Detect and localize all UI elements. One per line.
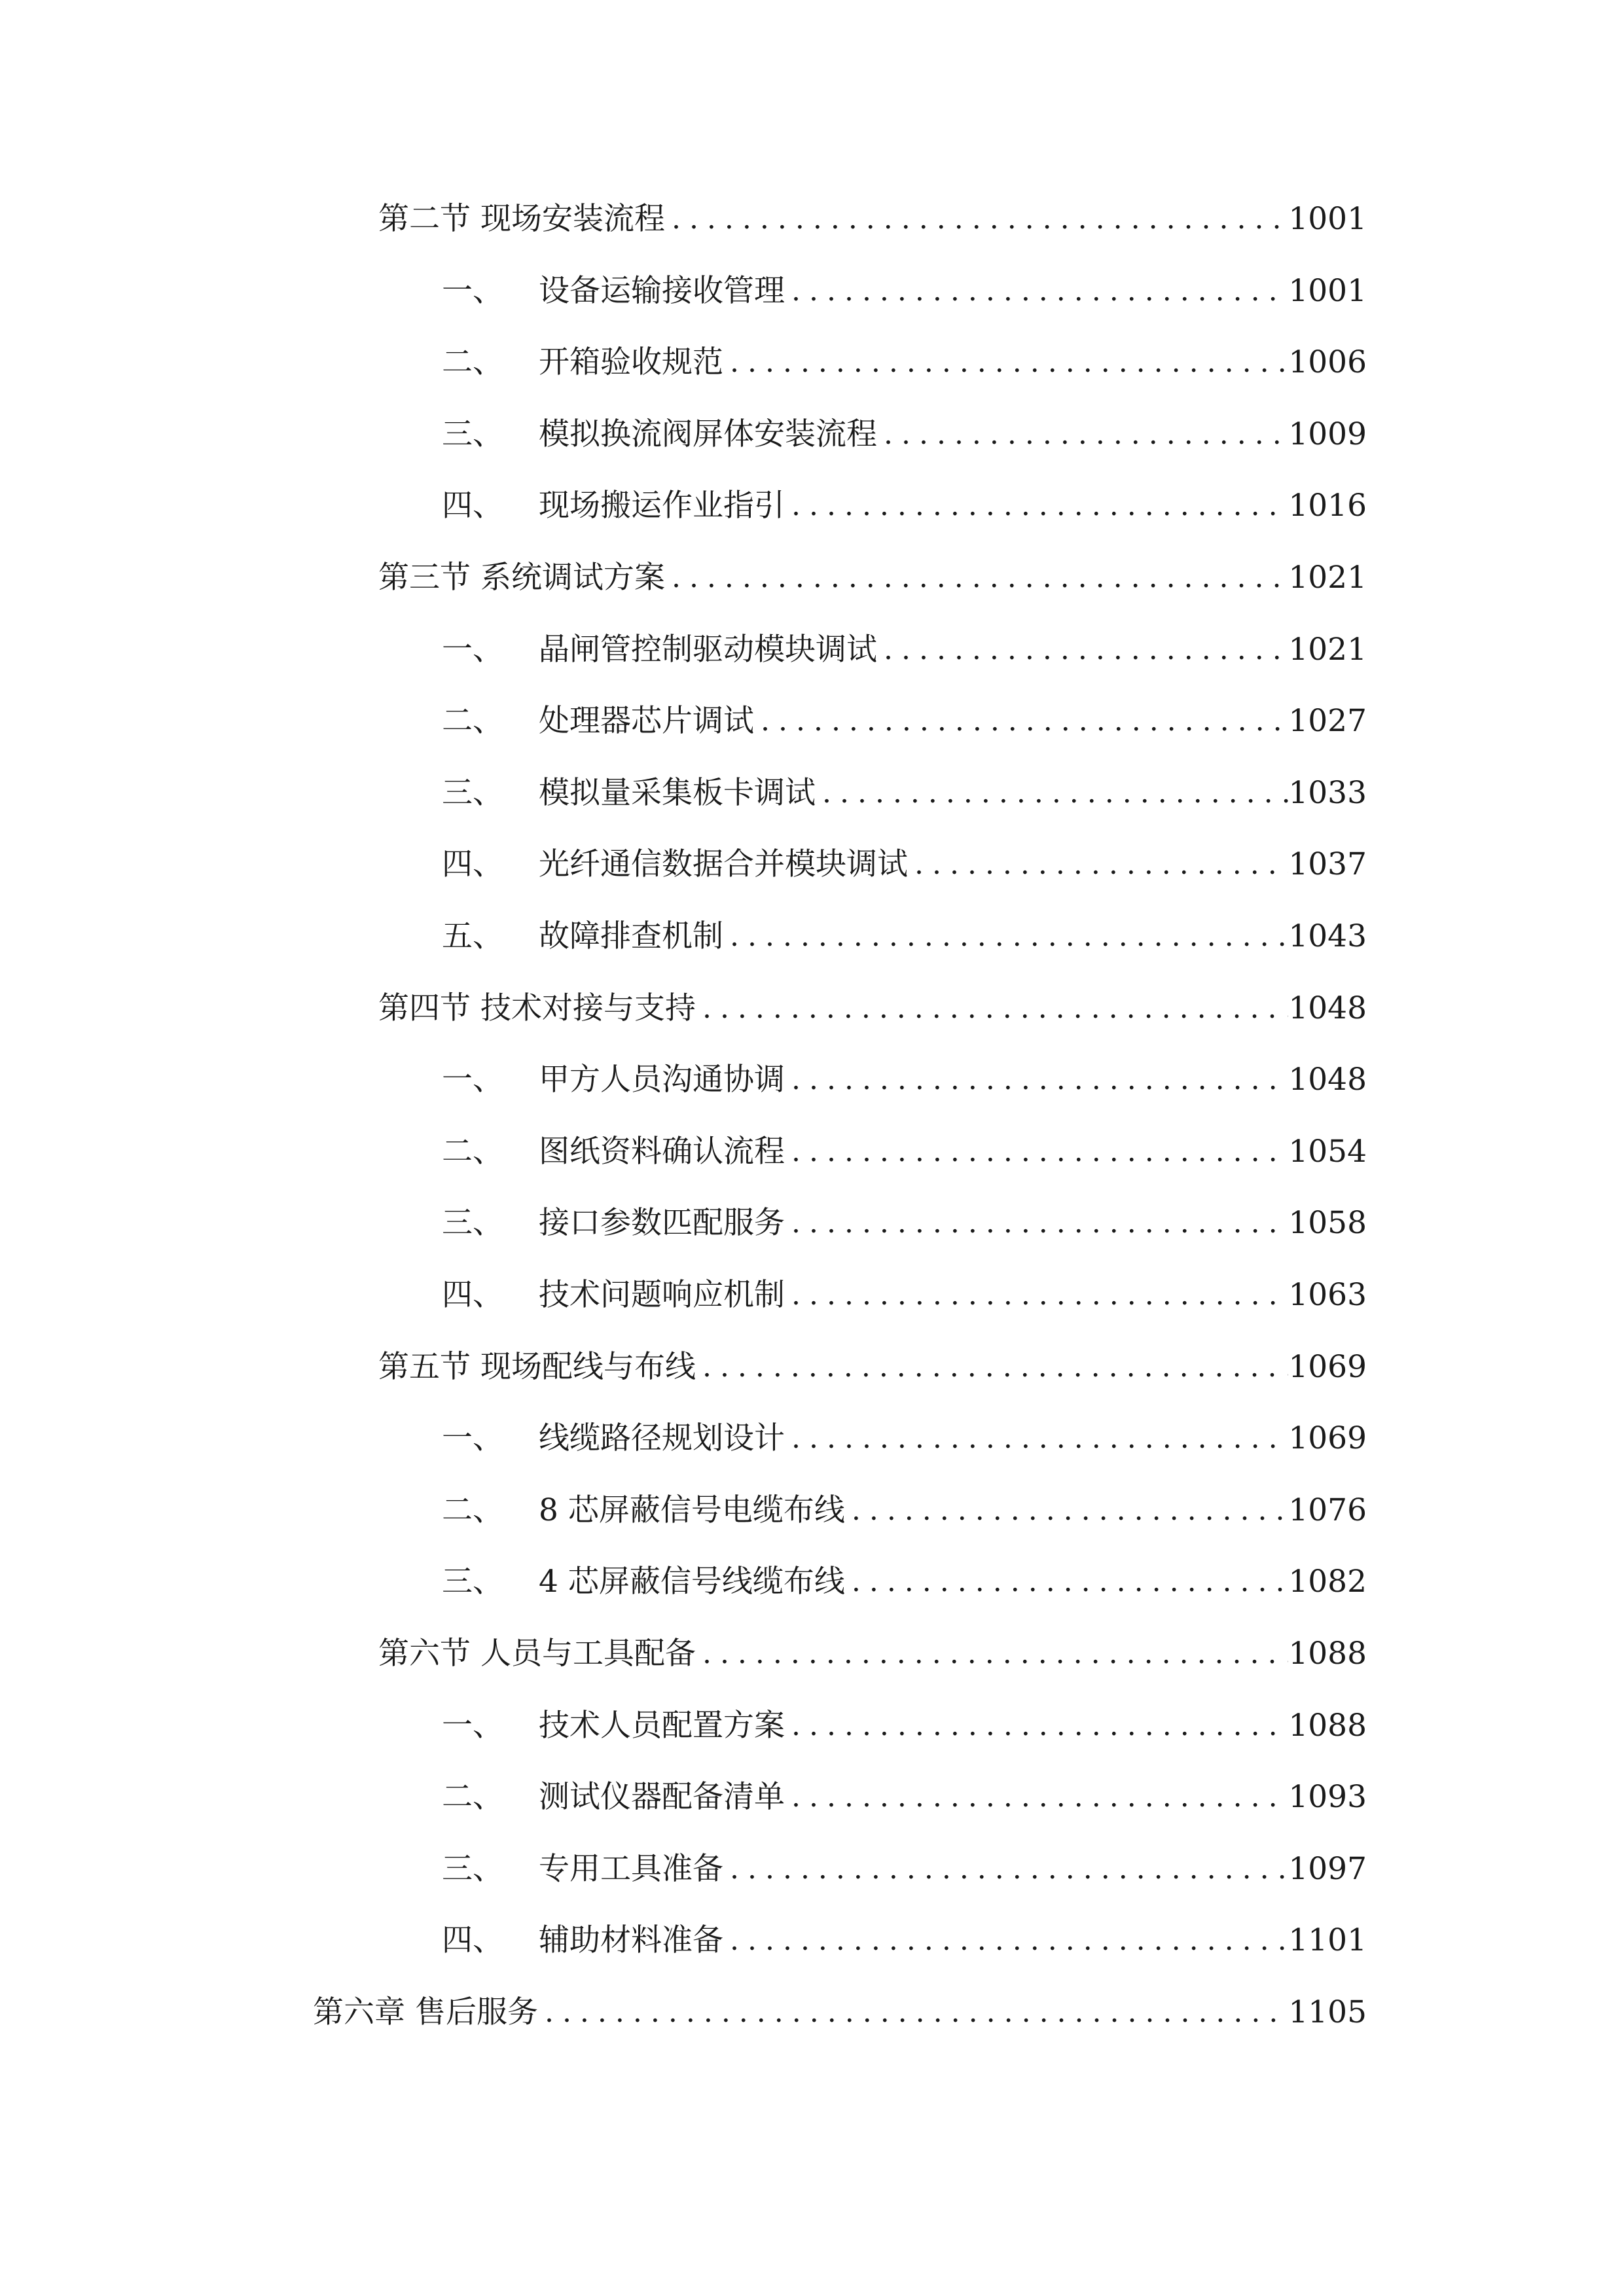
toc-entry-page-number: 1088 — [1288, 1636, 1367, 1672]
toc-entry-page-number: 1001 — [1288, 201, 1367, 237]
toc-entry-page-number: 1097 — [1288, 1850, 1367, 1887]
toc-entry-number: 一、 — [442, 1062, 503, 1098]
toc-dot-leader — [908, 842, 1288, 888]
toc-entry — [442, 412, 1367, 457]
toc-entry — [378, 555, 1367, 601]
toc-entry-page-number: 1058 — [1288, 1205, 1367, 1242]
toc-entry-number: 五、 — [442, 918, 503, 954]
toc-entry-page-number: 1101 — [1288, 1922, 1367, 1959]
toc-entry — [442, 914, 1367, 960]
toc-entry-number: 四、 — [442, 488, 503, 524]
toc-entry — [442, 1416, 1367, 1462]
toc-dot-leader — [538, 1990, 1288, 2036]
toc-entry-number: 一、 — [442, 1707, 503, 1744]
toc-entry-title: 测试仪器配备清单 — [539, 1779, 785, 1816]
toc-entry-title: 接口参数匹配服务 — [539, 1205, 785, 1242]
toc-entry-number: 二、 — [442, 1492, 503, 1528]
toc-dot-leader — [696, 986, 1288, 1031]
toc-entry-page-number: 1093 — [1288, 1779, 1367, 1816]
toc-entry-page-number: 1033 — [1288, 774, 1367, 811]
toc-dot-leader — [816, 770, 1288, 816]
toc-dot-leader — [723, 914, 1288, 960]
toc-entry-title: 模拟量采集板卡调试 — [539, 774, 816, 811]
toc-dot-leader — [665, 196, 1288, 242]
toc-entry-title: 4 芯屏蔽信号线缆布线 — [539, 1564, 845, 1600]
toc-entry-number: 三、 — [442, 416, 503, 452]
toc-dot-leader — [696, 1344, 1288, 1390]
toc-entry-page-number: 1082 — [1288, 1564, 1367, 1600]
toc-dot-leader — [785, 1057, 1288, 1103]
toc-entry — [313, 1990, 1367, 2036]
toc-entry-number: 二、 — [442, 703, 503, 740]
toc-entry-number: 二、 — [442, 344, 503, 381]
toc-entry — [442, 698, 1367, 744]
toc-entry-page-number: 1037 — [1288, 846, 1367, 883]
toc-entry-number: 四、 — [442, 1277, 503, 1313]
toc-entry — [442, 627, 1367, 673]
toc-entry-page-number: 1006 — [1288, 344, 1367, 381]
toc-entry-number: 三、 — [442, 1850, 503, 1887]
toc-dot-leader — [785, 268, 1288, 314]
toc-dot-leader — [785, 1129, 1288, 1175]
toc-entry-page-number: 1054 — [1288, 1133, 1367, 1170]
toc-entry — [442, 340, 1367, 386]
toc-entry — [442, 1200, 1367, 1246]
toc-entry-title: 图纸资料确认流程 — [539, 1133, 785, 1170]
toc-dot-leader — [785, 1272, 1288, 1318]
toc-entry-title: 故障排查机制 — [539, 918, 723, 954]
toc-entry-title: 处理器芯片调试 — [539, 703, 754, 740]
toc-dot-leader — [785, 483, 1288, 529]
toc-entry-number: 三、 — [442, 1205, 503, 1242]
toc-entry — [442, 770, 1367, 816]
toc-entry-page-number: 1027 — [1288, 703, 1367, 740]
toc-entry — [442, 1918, 1367, 1964]
toc-entry-title: 8 芯屏蔽信号电缆布线 — [539, 1492, 845, 1528]
toc-dot-leader — [723, 340, 1288, 386]
toc-entry — [442, 1129, 1367, 1175]
toc-entry-title: 甲方人员沟通协调 — [539, 1062, 785, 1098]
toc-entry-page-number: 1043 — [1288, 918, 1367, 954]
toc-entry — [442, 1774, 1367, 1820]
toc-entry-number: 三、 — [442, 1564, 503, 1600]
toc-entry-page-number: 1048 — [1288, 990, 1367, 1026]
toc-dot-leader — [723, 1846, 1288, 1892]
toc-entry-title: 现场搬运作业指引 — [539, 488, 785, 524]
toc-entry-title: 第三节 系统调试方案 — [378, 560, 665, 596]
toc-dot-leader — [785, 1416, 1288, 1462]
toc-entry — [442, 1846, 1367, 1892]
toc-entry-title: 设备运输接收管理 — [539, 272, 785, 309]
toc-entry-number: 三、 — [442, 774, 503, 811]
toc-entry-page-number: 1069 — [1288, 1348, 1367, 1385]
toc-entry-page-number: 1063 — [1288, 1277, 1367, 1313]
toc-dot-leader — [877, 412, 1288, 457]
toc-entry-title: 技术人员配置方案 — [539, 1707, 785, 1744]
toc-entry-page-number: 1088 — [1288, 1707, 1367, 1744]
toc-entry-number: 四、 — [442, 846, 503, 883]
toc-dot-leader — [845, 1559, 1289, 1605]
toc-entry — [442, 483, 1367, 529]
toc-entry — [442, 1559, 1367, 1605]
toc-entry-title: 线缆路径规划设计 — [539, 1420, 785, 1457]
toc-entry — [378, 1631, 1367, 1677]
toc-entry — [378, 196, 1367, 242]
toc-entry-number: 二、 — [442, 1779, 503, 1816]
toc-entry — [442, 1488, 1367, 1534]
toc-entry — [378, 986, 1367, 1031]
toc-entry — [442, 1703, 1367, 1749]
toc-entry — [378, 1344, 1367, 1390]
toc-entry-title: 光纤通信数据合并模块调试 — [539, 846, 908, 883]
toc-entry-title: 模拟换流阀屏体安装流程 — [539, 416, 877, 452]
toc-entry-page-number: 1048 — [1288, 1062, 1367, 1098]
toc-entry — [442, 1272, 1367, 1318]
toc-entry-page-number: 1069 — [1288, 1420, 1367, 1457]
toc-entry-title: 技术问题响应机制 — [539, 1277, 785, 1313]
toc-entry-number: 一、 — [442, 272, 503, 309]
toc-entry-page-number: 1001 — [1288, 272, 1367, 309]
toc-entry-title: 第四节 技术对接与支持 — [378, 990, 696, 1026]
toc-entry-title: 第五节 现场配线与布线 — [378, 1348, 696, 1385]
toc-entry-page-number: 1076 — [1288, 1492, 1367, 1528]
toc-entry-number: 一、 — [442, 1420, 503, 1457]
toc-entry-title: 第六章 售后服务 — [313, 1994, 538, 2030]
toc-entry-title: 专用工具准备 — [539, 1850, 723, 1887]
toc-dot-leader — [845, 1488, 1289, 1534]
toc-entry-title: 辅助材料准备 — [539, 1922, 723, 1959]
toc-dot-leader — [785, 1703, 1288, 1749]
toc-dot-leader — [877, 627, 1288, 673]
toc-entry-title: 晶闸管控制驱动模块调试 — [539, 631, 877, 668]
toc-entry — [442, 842, 1367, 888]
toc-dot-leader — [785, 1774, 1288, 1820]
toc-entry-page-number: 1105 — [1288, 1994, 1367, 2030]
toc-entry-page-number: 1021 — [1288, 631, 1367, 668]
toc-entry-title: 第六节 人员与工具配备 — [378, 1636, 696, 1672]
toc-entry-page-number: 1016 — [1288, 488, 1367, 524]
toc-entry-title: 第二节 现场安装流程 — [378, 201, 665, 237]
toc-entry-number: 四、 — [442, 1922, 503, 1959]
toc-entry-page-number: 1009 — [1288, 416, 1367, 452]
toc-dot-leader — [696, 1631, 1288, 1677]
toc-dot-leader — [785, 1200, 1288, 1246]
toc-dot-leader — [723, 1918, 1288, 1964]
toc-entry — [442, 1057, 1367, 1103]
toc-dot-leader — [665, 555, 1288, 601]
toc-entry-number: 二、 — [442, 1133, 503, 1170]
toc-entry-number: 一、 — [442, 631, 503, 668]
toc-entry-page-number: 1021 — [1288, 560, 1367, 596]
toc-dot-leader — [754, 698, 1288, 744]
toc-entry — [442, 268, 1367, 314]
toc-entry-title: 开箱验收规范 — [539, 344, 723, 381]
